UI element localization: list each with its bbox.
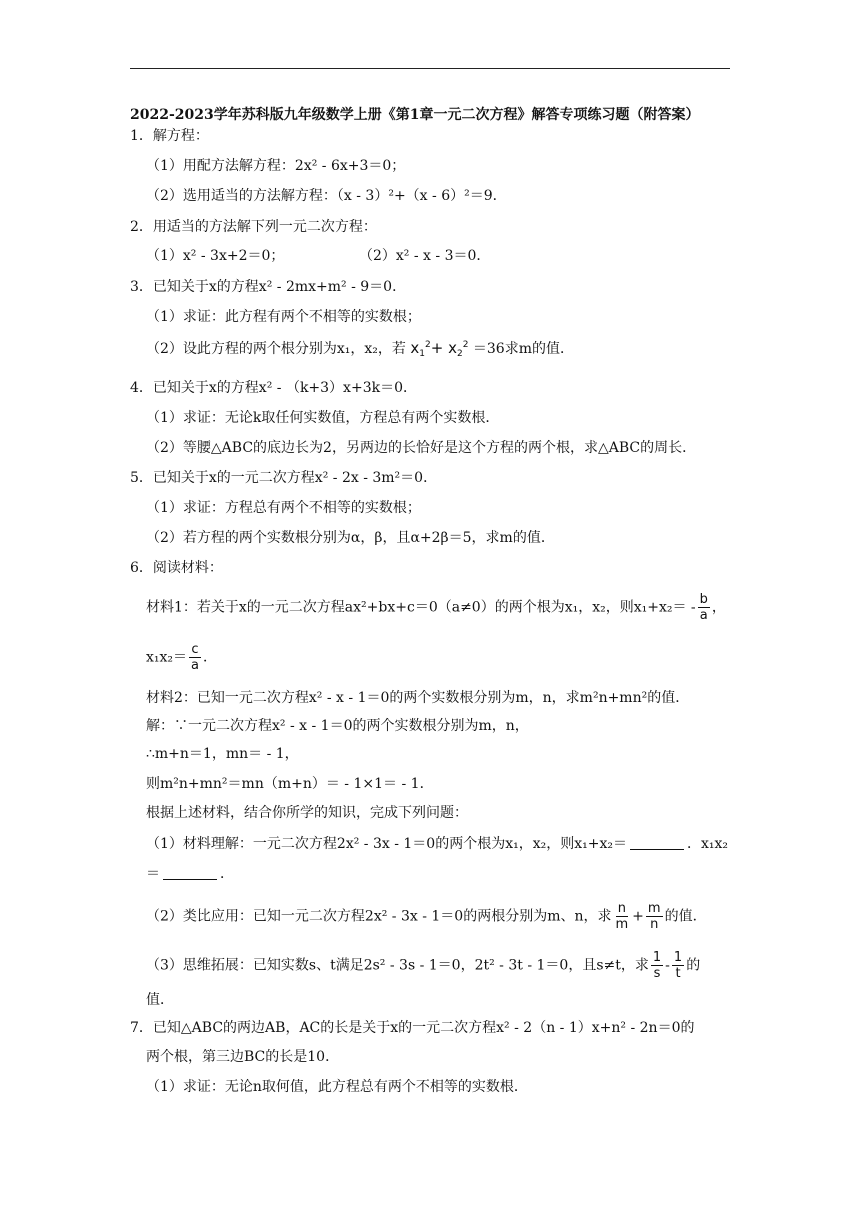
q1-head: 1．解方程： [130, 128, 209, 144]
q6-material2: 材料2：已知一元二次方程x² - x - 1＝0的两个实数根分别为m，n，求m²n+mn²的值． [146, 690, 690, 706]
fraction-b-over-a: $\frac{b}{a}$ [699, 592, 708, 623]
q6-solution-line1: 解：∵一元二次方程x² - x - 1＝0的两个实数根分别为m，n， [146, 718, 529, 734]
q6-part2: （2）类比应用：已知一元二次方程2x² - 3x - 1＝0的两根分别为m、n，求 $\frac{n}{m}$ + $\frac{m}{n}$ 的值． [146, 901, 707, 932]
q7-head-continued: 两个根，第三边BC的长是10． [146, 1049, 340, 1065]
header-rule [130, 68, 730, 69]
q6-part1-text: （1）材料理解：一元二次方程2x² - 3x - 1＝0的两个根为x₁，x₂，则x₁+x₂＝ [146, 836, 627, 852]
q3-part2-text-a: （2）设此方程的两个根分别为x₁，x₂，若 [146, 341, 406, 357]
q6-part3-text: （3）思维拓展：已知实数s、t满足2s² - 3s - 1＝0，2t² - 3t - 1＝0，且s≠t，求 [146, 957, 649, 974]
q6-part1-continued: ＝ ． [146, 866, 234, 882]
q4-head: 4．已知关于x的方程x² - （k+3）x+3k＝0． [130, 380, 417, 396]
q6-instruction: 根据上述材料，结合你所学的知识，完成下列问题： [146, 805, 468, 821]
fraction-c-over-a: $\frac{c}{a}$ [191, 642, 199, 673]
q2-part1: （1）x² - 3x+2＝0； [146, 248, 285, 264]
q3-part1: （1）求证：此方程有两个不相等的实数根； [146, 309, 421, 325]
q3-part2-text-b: ＝36求m的值． [472, 341, 574, 357]
q1-part1: （1）用配方法解方程：2x² - 6x+3＝0； [146, 158, 406, 174]
fraction-m-over-n: $\frac{m}{n}$ [647, 901, 661, 932]
answer-blank-product[interactable] [163, 867, 217, 880]
q6-head: 6．阅读材料： [130, 560, 223, 576]
q5-head: 5．已知关于x的一元二次方程x² - 2x - 3m²＝0． [130, 470, 438, 486]
q6-solution-line3: 则m²n+mn²＝mn（m+n）＝ - 1×1＝ - 1． [146, 776, 434, 792]
q6-part3-continued: 值． [146, 992, 174, 1008]
q6-part2-text-b: 的值． [664, 908, 707, 925]
q6-part1-text-b: ．x₁x₂ [686, 836, 728, 852]
q2-part2: （2）x² - x - 3＝0． [359, 248, 491, 264]
q6-solution-line2: ∴m+n＝1，mn＝ - 1， [146, 746, 299, 762]
fraction-1-over-s: $\frac{1}{s}$ [652, 950, 662, 981]
q3-part2 [146, 338, 574, 359]
q7-part1: （1）求证：无论n取何值，此方程总有两个不相等的实数根． [146, 1079, 528, 1095]
q4-part2: （2）等腰△ABC的底边长为2，另两边的长恰好是这个方程的两个根，求△ABC的周长． [146, 440, 697, 456]
q6-material1-product-text: x₁x₂＝ [146, 649, 188, 666]
q7-head: 7．已知△ABC的两边AB，AC的长是关于x的一元二次方程x² - 2（n - 1）x+n² - 2n＝0的 [130, 1020, 695, 1036]
q5-part2: （2）若方程的两个实数根分别为α，β，且α+2β＝5，求m的值． [146, 530, 555, 546]
q6-part3: （3）思维拓展：已知实数s、t满足2s² - 3s - 1＝0，2t² - 3t - 1＝0，且s≠t，求 $\frac{1}{s}$ - $\frac{1}{t}$ 的 [146, 950, 701, 981]
q5-part1: （1）求证：方程总有两个不相等的实数根； [146, 500, 421, 516]
q6-part1-text-c: ＝ [146, 866, 160, 882]
fraction-n-over-m: $\frac{n}{m}$ [615, 901, 629, 932]
q6-material1-product: x₁x₂＝ $\frac{c}{a}$ ． [146, 642, 217, 673]
q6-material1: 材料1：若关于x的一元二次方程ax²+bx+c＝0（a≠0）的两个根为x₁，x₂，则x₁+x₂＝ - $\frac{b}{a}$ ， [146, 592, 726, 623]
q2-head: 2．用适当的方法解下列一元二次方程： [130, 219, 377, 235]
q6-part1 [146, 834, 728, 854]
q4-part1: （1）求证：无论k取任何实数值，方程总有两个实数根． [146, 410, 500, 426]
q6-material1-text: 材料1：若关于x的一元二次方程ax²+bx+c＝0（a≠0）的两个根为x₁，x₂，则x₁+x₂＝ - [146, 599, 696, 616]
q6-part2-text: （2）类比应用：已知一元二次方程2x² - 3x - 1＝0的两根分别为m、n，求 [146, 908, 612, 925]
q6-part3-text-b: 的 [686, 957, 701, 974]
q3-squared-sum: $x_1^2+ x_2^2$ [410, 339, 469, 359]
q1-part2: （2）选用适当的方法解方程：（x - 3）²+（x - 6）²＝9． [146, 188, 507, 204]
answer-blank-sum[interactable] [630, 837, 684, 850]
q3-head: 3．已知关于x的方程x² - 2mx+m² - 9＝0． [130, 279, 407, 295]
page-title: 2022-2023学年苏科版九年级数学上册《第1章一元二次方程》解答专项练习题（附答案） [130, 107, 700, 123]
fraction-1-over-t: $\frac{1}{t}$ [673, 950, 683, 981]
